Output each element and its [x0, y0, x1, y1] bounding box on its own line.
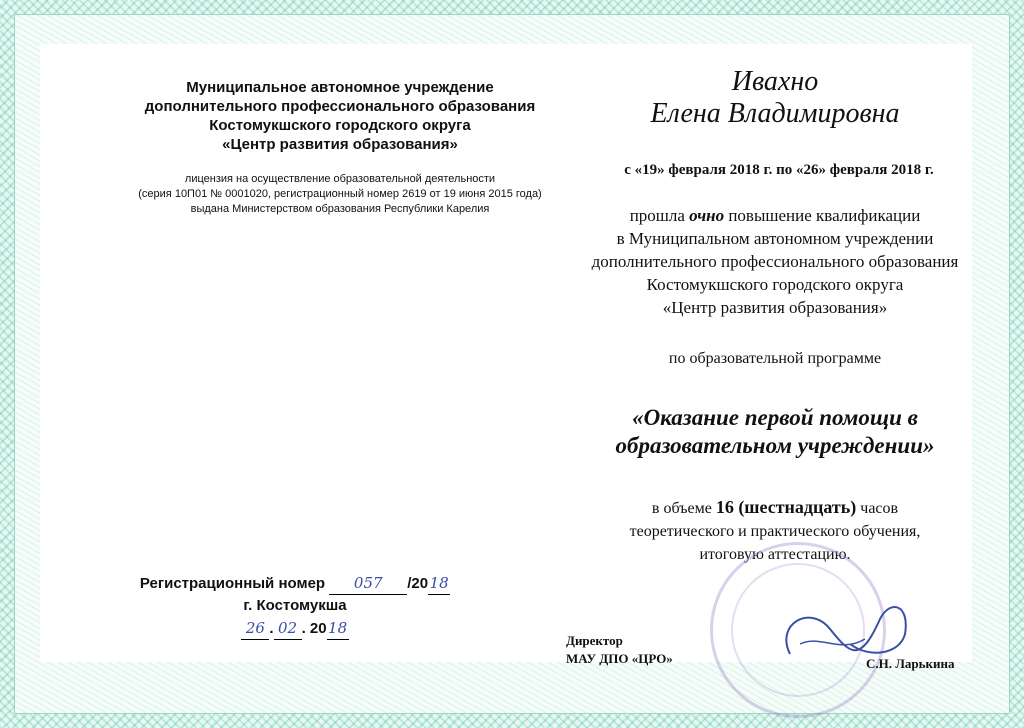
director-block — [566, 632, 673, 668]
volume-line: теоретического и практического обучения, — [629, 523, 921, 540]
institution-line: «Центр развития образования» — [662, 298, 888, 317]
license-block — [100, 172, 580, 217]
issue-year: 18 — [327, 617, 349, 640]
institution-line: в Муниципальном автономном учреждении — [616, 229, 934, 248]
recipient-surname: Ивахно — [731, 66, 819, 97]
volume-suffix: часов — [856, 500, 899, 517]
issue-month: 02 — [274, 617, 302, 640]
registration-number-line — [120, 572, 470, 595]
certificate-body — [40, 44, 972, 671]
issue-year-prefix: 20 — [309, 620, 327, 637]
passed-suffix: повышение квалификации — [724, 206, 921, 225]
registration-year-prefix: /20 — [407, 575, 429, 592]
director-name: С.Н. Ларькина — [866, 656, 955, 671]
issuer-line: дополнительного профессионального образования — [144, 98, 536, 115]
issue-day: 26 — [241, 617, 269, 640]
director-title: Директор — [566, 633, 623, 648]
training-mode: очно — [689, 206, 725, 225]
issuer-block — [100, 78, 580, 154]
issuer-line: «Центр развития образования» — [222, 136, 458, 153]
issue-date: 26 . 02 . 2018 — [120, 617, 470, 640]
issuer-line: Костомукшского городского округа — [209, 117, 471, 134]
registration-label: Регистрационный номер — [139, 575, 330, 592]
issuer-line: Муниципальное автономное учреждение — [186, 79, 494, 96]
hours-count: 16 (шестнадцать) — [715, 497, 857, 517]
passed-line — [560, 204, 990, 227]
volume-prefix: в объеме — [651, 500, 716, 517]
registration-block — [120, 572, 470, 640]
registration-year: 18 — [428, 572, 450, 595]
qualification-statement — [560, 204, 990, 319]
passed-prefix: прошла — [629, 206, 690, 225]
volume-line: итоговую аттестацию. — [699, 546, 851, 563]
program-title-line: «Оказание первой помощи в — [632, 405, 918, 430]
volume-line — [560, 496, 990, 520]
registration-number: 057 — [329, 572, 407, 595]
license-line: выдана Министерством образования Республики Карелия — [190, 203, 490, 215]
training-period: с «19» февраля 2018 г. по «26» февраля 2018 г. — [624, 162, 934, 178]
program-title-line: образовательном учреждении» — [615, 433, 935, 458]
program-label: по образовательной программе — [668, 350, 882, 367]
city: г. Костомукша — [243, 597, 347, 614]
recipient-given-name: Елена Владимировна — [650, 98, 900, 129]
institution-line: Костомукшского городского округа — [646, 275, 904, 294]
director-org: МАУ ДПО «ЦРО» — [566, 651, 673, 666]
institution-line: дополнительного профессионального образования — [591, 252, 959, 271]
recipient-name — [590, 66, 960, 130]
program-title — [560, 404, 990, 460]
license-line: (серия 10П01 № 0001020, регистрационный номер 2619 от 19 июня 2015 года) — [138, 188, 542, 200]
license-line: лицензия на осуществление образовательной деятельности — [184, 173, 496, 185]
